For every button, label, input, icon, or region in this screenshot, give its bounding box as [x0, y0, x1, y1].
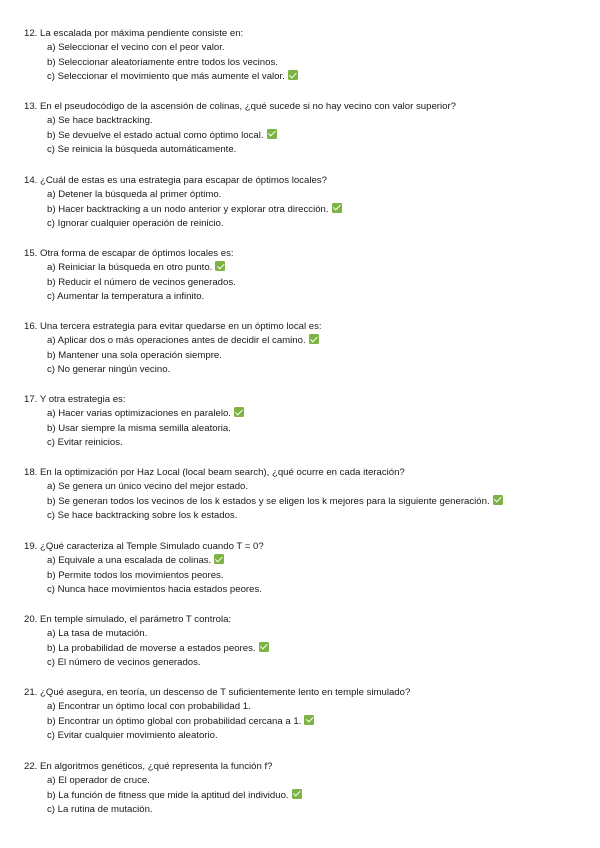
- question-12: [24, 27, 590, 84]
- option-text: b) Se devuelve el estado actual como óptimo local.: [47, 129, 264, 141]
- option-a: [47, 700, 590, 714]
- option-c: [47, 656, 590, 670]
- option-b: [47, 422, 590, 436]
- question-text: 13. En el pseudocódigo de la ascensión de colinas, ¿qué sucede si no hay vecino con valor superior?: [24, 101, 456, 112]
- option-b: [47, 203, 590, 217]
- option-c: [47, 290, 590, 304]
- option-text: b) Hacer backtracking a un nodo anterior y explorar otra dirección.: [47, 203, 329, 215]
- option-text: a) Reiniciar la búsqueda en otro punto.: [47, 262, 213, 274]
- question-text: 19. ¿Qué caracteriza al Temple Simulado cuando T = 0?: [24, 541, 264, 552]
- green-check-icon: [304, 715, 314, 725]
- option-c: [47, 436, 590, 450]
- option-text: a) Equivale a una escalada de colinas.: [47, 555, 212, 567]
- option-b: [47, 569, 590, 583]
- question-19: [24, 540, 590, 597]
- option-text: b) Permite todos los movimientos peores.: [47, 569, 224, 581]
- option-text: a) La tasa de mutación.: [47, 628, 148, 640]
- option-text: c) El número de vecinos generados.: [47, 656, 201, 668]
- option-text: a) El operador de cruce.: [47, 775, 150, 787]
- option-text: a) Seleccionar el vecino con el peor valor.: [47, 42, 225, 54]
- option-text: c) Nunca hace movimientos hacia estados peores.: [47, 583, 262, 595]
- option-c: [47, 143, 590, 157]
- option-c: [47, 70, 590, 84]
- green-check-icon: [234, 407, 244, 417]
- option-text: c) Aumentar la temperatura a infinito.: [47, 290, 205, 302]
- option-b: [47, 276, 590, 290]
- option-b: [47, 789, 590, 803]
- option-text: c) No generar ningún vecino.: [47, 363, 171, 375]
- question-text: 22. En algoritmos genéticos, ¿qué representa la función f?: [24, 761, 273, 772]
- question-22: [24, 760, 590, 817]
- option-text: c) Se reinicia la búsqueda automáticamente.: [47, 143, 237, 155]
- question-text: 15. Otra forma de escapar de óptimos locales es:: [24, 248, 234, 259]
- option-text: a) Se hace backtracking.: [47, 115, 153, 127]
- option-a: [47, 188, 590, 202]
- option-text: c) Evitar cualquier movimiento aleatorio.: [47, 729, 218, 741]
- option-text: a) Encontrar un óptimo local con probabilidad 1.: [47, 701, 251, 713]
- question-text: 20. En temple simulado, el parámetro T controla:: [24, 614, 232, 625]
- option-text: c) La rutina de mutación.: [47, 803, 153, 815]
- option-text: c) Se hace backtracking sobre los k estados.: [47, 509, 238, 521]
- question-text: 12. La escalada por máxima pendiente consiste en:: [24, 28, 244, 39]
- option-c: [47, 803, 590, 817]
- question-text: 14. ¿Cuál de estas es una estrategia para escapar de óptimos locales?: [24, 175, 327, 186]
- option-a: [47, 114, 590, 128]
- green-check-icon: [292, 789, 302, 799]
- option-b: [47, 129, 590, 143]
- question-15: [24, 247, 590, 304]
- option-a: [47, 41, 590, 55]
- option-text: a) Se genera un único vecino del mejor estado.: [47, 481, 249, 493]
- option-text: a) Detener la búsqueda al primer óptimo.: [47, 189, 222, 201]
- question-13: [24, 100, 590, 157]
- green-check-icon: [259, 642, 269, 652]
- option-text: c) Evitar reinicios.: [47, 436, 123, 448]
- option-c: [47, 583, 590, 597]
- option-text: b) Mantener una sola operación siempre.: [47, 349, 222, 361]
- option-c: [47, 509, 590, 523]
- question-16: [24, 320, 590, 377]
- question-20: [24, 613, 590, 670]
- option-text: b) Encontrar un óptimo global con probabilidad cercana a 1.: [47, 715, 302, 727]
- option-a: [47, 774, 590, 788]
- green-check-icon: [493, 495, 503, 505]
- option-b: [47, 349, 590, 363]
- option-b: [47, 642, 590, 656]
- question-text: 17. Y otra estrategia es:: [24, 394, 126, 405]
- option-text: a) Hacer varias optimizaciones en paralelo.: [47, 408, 231, 420]
- option-c: [47, 729, 590, 743]
- option-b: [47, 715, 590, 729]
- option-b: [47, 56, 590, 70]
- green-check-icon: [332, 203, 342, 213]
- option-c: [47, 363, 590, 377]
- option-text: b) Usar siempre la misma semilla aleatoria.: [47, 422, 231, 434]
- question-14: [24, 174, 590, 231]
- green-check-icon: [214, 554, 224, 564]
- option-text: b) Seleccionar aleatoriamente entre todos los vecinos.: [47, 56, 278, 68]
- question-text: 16. Una tercera estrategia para evitar quedarse en un óptimo local es:: [24, 321, 322, 332]
- question-text: 18. En la optimización por Haz Local (local beam search), ¿qué ocurre en cada iteración?: [24, 467, 405, 478]
- green-check-icon: [309, 334, 319, 344]
- option-a: [47, 334, 590, 348]
- option-b: [47, 495, 590, 509]
- option-c: [47, 217, 590, 231]
- green-check-icon: [288, 70, 298, 80]
- option-text: c) Ignorar cualquier operación de reinicio.: [47, 217, 224, 229]
- option-text: b) Reducir el número de vecinos generados.: [47, 276, 236, 288]
- option-text: b) La función de fitness que mide la aptitud del individuo.: [47, 789, 289, 801]
- option-text: b) Se generan todos los vecinos de los k estados y se eligen los k mejores para la siguiente generación.: [47, 495, 490, 507]
- option-text: a) Aplicar dos o más operaciones antes de decidir el camino.: [47, 335, 306, 347]
- question-18: [24, 466, 590, 523]
- green-check-icon: [267, 129, 277, 139]
- option-a: [47, 261, 590, 275]
- question-17: [24, 393, 590, 450]
- option-a: [47, 407, 590, 421]
- question-21: [24, 686, 590, 743]
- option-a: [47, 627, 590, 641]
- green-check-icon: [215, 261, 225, 271]
- option-text: c) Seleccionar el movimiento que más aumente el valor.: [47, 70, 285, 82]
- option-a: [47, 480, 590, 494]
- option-a: [47, 554, 590, 568]
- question-text: 21. ¿Qué asegura, en teoría, un descenso de T suficientemente lento en temple simulado?: [24, 687, 411, 698]
- option-text: b) La probabilidad de moverse a estados peores.: [47, 642, 256, 654]
